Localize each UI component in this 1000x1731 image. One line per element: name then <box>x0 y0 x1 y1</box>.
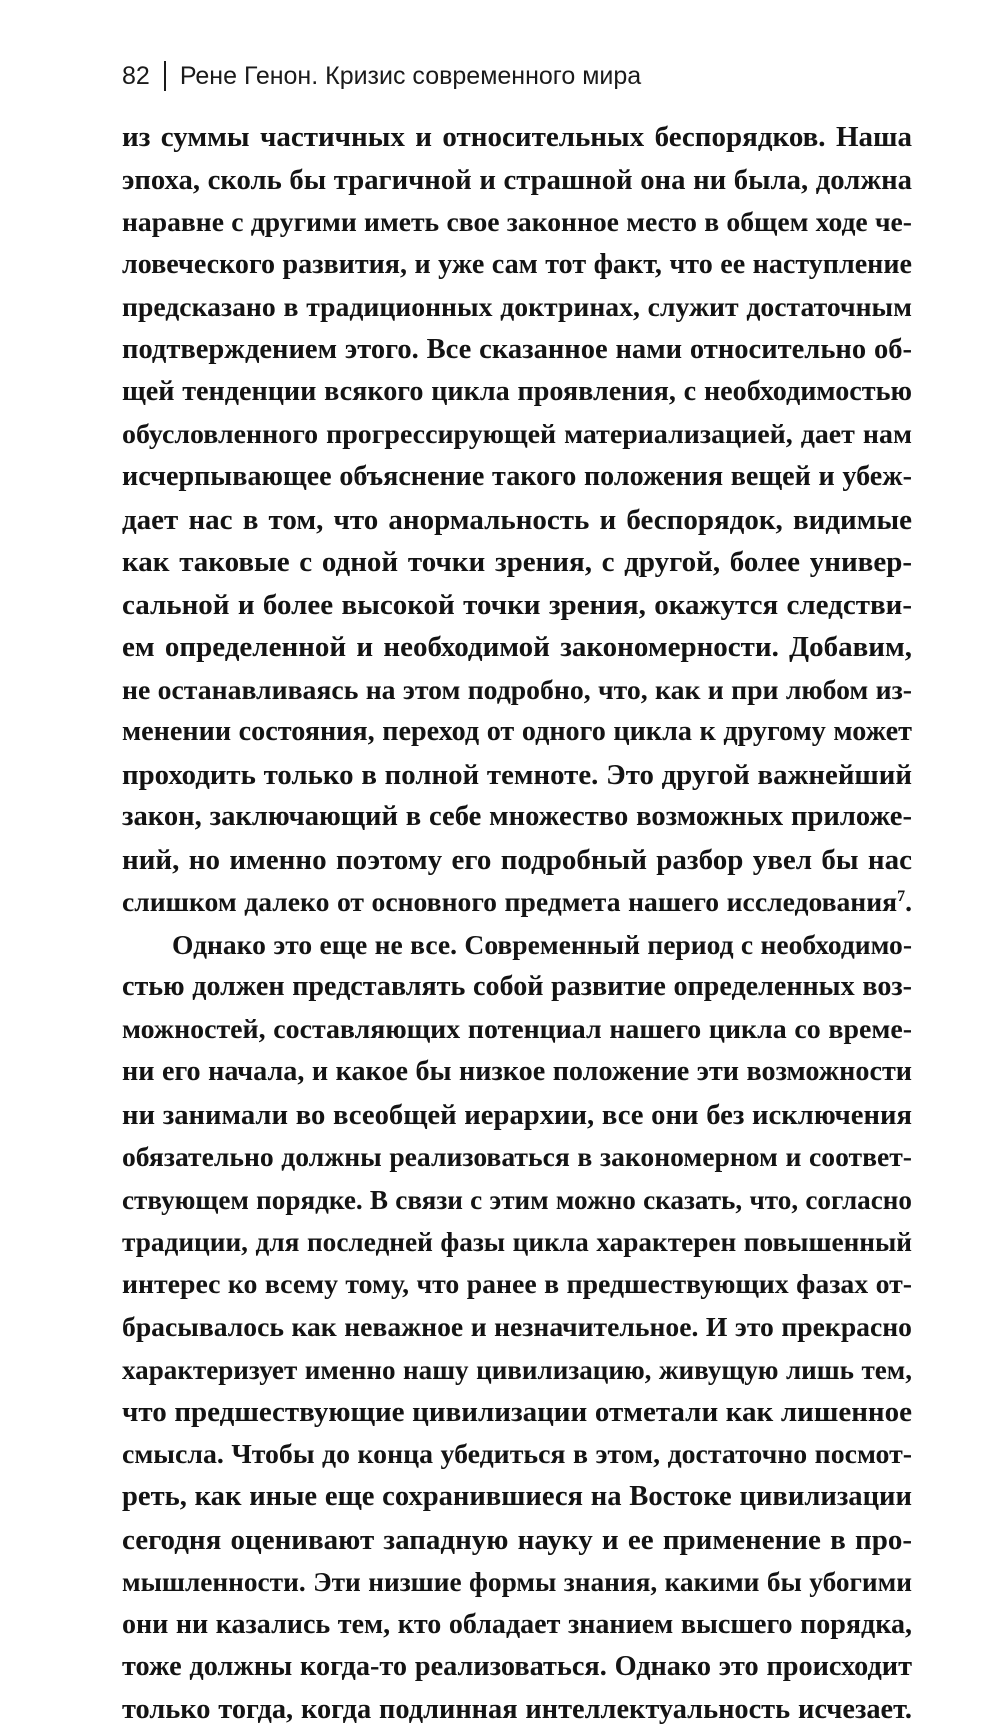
text-line: стью должен представлять собой развитие определенных воз- <box>122 966 912 1009</box>
text-line: не останавливаясь на этом подробно, что, как и при любом из- <box>122 669 912 712</box>
page-number: 82 <box>122 62 150 91</box>
text-line: мышленности. Эти низшие формы знания, какими бы убогими <box>122 1561 912 1604</box>
text-line: они ни казались тем, кто обладает знанием высшего порядка, <box>122 1604 912 1647</box>
text-line: ствующем порядке. В связи с этим можно сказать, что, согласно <box>122 1179 912 1222</box>
text-line: ни занимали во всеобщей иерархии, все они без исключения <box>122 1094 912 1137</box>
text-line: менении состояния, переход от одного цикла к другому может <box>122 711 912 754</box>
text-line: интерес ко всему тому, что ранее в предшествующих фазах от- <box>122 1264 912 1307</box>
text-line: проходить только в полной темноте. Это другой важнейший <box>122 754 912 797</box>
body-text <box>122 116 912 1731</box>
text-line: наравне с другими иметь свое законное место в общем ходе че- <box>122 201 912 244</box>
text-line: из суммы частичных и относительных беспорядков. Наша <box>122 116 912 159</box>
paragraph-2 <box>122 924 912 1731</box>
text-line: ни его начала, и какое бы низкое положение эти возможности <box>122 1051 912 1094</box>
text-line: подтверждением этого. Все сказанное нами относительно об- <box>122 329 912 372</box>
text-line: дает нас в том, что анормальность и беспорядок, видимые <box>122 499 912 542</box>
text-line: брасывалось как неважное и незначительное. И это прекрасно <box>122 1306 912 1349</box>
text-line: что предшествующие цивилизации отметали как лишенное <box>122 1391 912 1434</box>
text-line: обусловленного прогрессирующей материализацией, дает нам <box>122 414 912 457</box>
text-line: закон, заключающий в себе множество возможных приложе- <box>122 796 912 839</box>
text-line: ем определенной и необходимой закономерности. Добавим, <box>122 626 912 669</box>
text-line: щей тенденции всякого цикла проявления, с необходимостью <box>122 371 912 414</box>
text-line: как таковые с одной точки зрения, с другой, более универ- <box>122 541 912 584</box>
text-line: сегодня оценивают западную науку и ее применение в про- <box>122 1519 912 1562</box>
paragraph-1 <box>122 116 912 924</box>
text-line: характеризует именно нашу цивилизацию, живущую лишь тем, <box>122 1349 912 1392</box>
text-line: предсказано в традиционных доктринах, служит достаточным <box>122 286 912 329</box>
text-line: ловеческого развития, и уже сам тот факт, что ее наступление <box>122 244 912 287</box>
text-line-with-footnote: слишком далеко от основного предмета нашего исследования$^7$. <box>122 881 912 924</box>
text-line: можностей, составляющих потенциал нашего цикла со време- <box>122 1009 912 1052</box>
text-line: обязательно должны реализоваться в закономерном и соответ- <box>122 1136 912 1179</box>
text-line: смысла. Чтобы до конца убедиться в этом, достаточно посмот- <box>122 1434 912 1477</box>
text-line: сальной и более высокой точки зрения, окажутся следстви- <box>122 584 912 627</box>
text-line: эпоха, сколь бы трагичной и страшной она ни была, должна <box>122 159 912 202</box>
text-line: ний, но именно поэтому его подробный разбор увел бы нас <box>122 839 912 882</box>
text-line: исчерпывающее объяснение такого положения вещей и убеж- <box>122 456 912 499</box>
running-title: Рене Генон. Кризис современного мира <box>180 62 641 91</box>
header-separator <box>164 61 166 91</box>
text-line: Однако это еще не все. Современный период с необходимо- <box>122 924 912 967</box>
text-line: традиции, для последней фазы цикла характерен повышенный <box>122 1221 912 1264</box>
text-line: только тогда, когда подлинная интеллектуальность исчезает. <box>122 1689 912 1731</box>
running-header <box>122 56 641 96</box>
text-line: реть, как иные еще сохранившиеся на Востоке цивилизации <box>122 1476 912 1519</box>
text-line: тоже должны когда-то реализоваться. Однако это происходит <box>122 1646 912 1689</box>
footnote-reference[interactable]: 7 <box>897 888 905 905</box>
text-line-content: слишком далеко от основного предмета нашего исследования <box>122 886 897 917</box>
